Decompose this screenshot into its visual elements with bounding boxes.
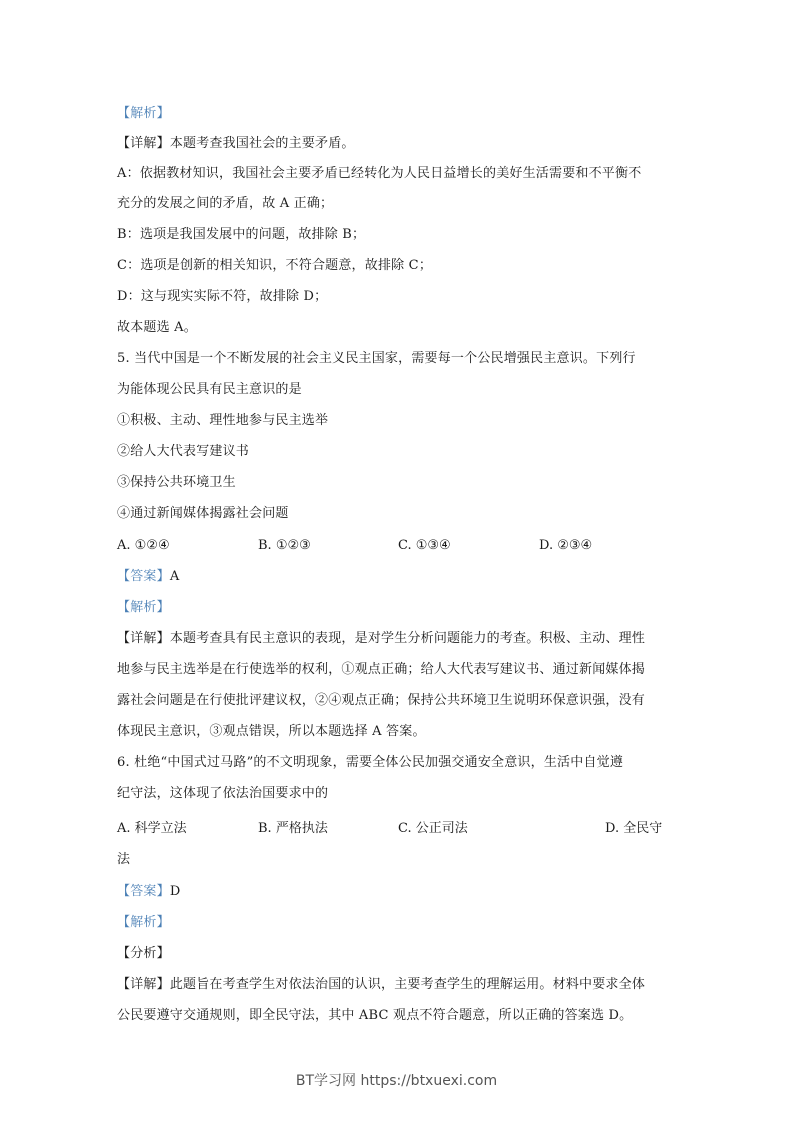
- q5-detail-line-4: 体现民主意识，③观点错误，所以本题选择 A 答案。: [117, 724, 426, 739]
- q6-analysis-label: 【解析】: [117, 915, 170, 930]
- q6-option-d: D. 全民守: [605, 821, 663, 836]
- q6-option-a: A. 科学立法: [117, 821, 187, 836]
- q4-detail: [117, 136, 355, 152]
- q6-answer-value: D: [169, 884, 181, 899]
- q4-detail-tag: 【详解】: [117, 136, 170, 151]
- q6-detail-text-1: 此题旨在考查学生对依法治国的认识，主要考查学生的理解运用。材料中要求全体: [169, 977, 646, 992]
- q6-detail-tag: 【详解】: [117, 977, 170, 992]
- q5-stem-line-2: 为能体现公民具有民主意识的是: [117, 382, 302, 397]
- q5-detail-line-1: [117, 631, 645, 647]
- q4-line-c: C：选项是创新的相关知识，不符合题意，故排除 C；: [117, 258, 433, 273]
- q6-option-overflow: 法: [117, 852, 131, 867]
- q5-statement-2: ②给人大代表写建议书: [117, 444, 250, 459]
- q6-answer-tag: 【答案】: [117, 884, 170, 899]
- q5-detail-text-1: 本题考查具有民主意识的表现，是对学生分析问题能力的考查。积极、主动、理性: [169, 631, 646, 646]
- q6-detail-line-2: 公民要遵守交通规则，即全民守法，其中 ABC 观点不符合题意，所以正确的答案选 D。: [117, 1008, 633, 1023]
- q6-option-c: C. 公正司法: [398, 821, 468, 836]
- q4-line-d: D：这与现实实际不符，故排除 D；: [117, 289, 328, 304]
- q5-option-d: D. ②③④: [539, 538, 593, 553]
- q5-option-c: C. ①③④: [398, 538, 451, 553]
- q4-line-a1: A：依据教材知识，我国社会主要矛盾已经转化为人民日益增长的美好生活需要和不平衡不: [117, 166, 642, 181]
- q5-statement-3: ③保持公共环境卫生: [117, 475, 236, 490]
- q5-detail-tag: 【详解】: [117, 631, 170, 646]
- q5-statement-4: ④通过新闻媒体揭露社会问题: [117, 506, 289, 521]
- q6-detail-line-1: [117, 977, 645, 993]
- q4-analysis-label: 【解析】: [117, 106, 170, 121]
- q6-stem-line-1: 6. 杜绝“中国式过马路”的不文明现象，需要全体公民加强交通安全意识，生活中自觉遵: [117, 755, 624, 770]
- q5-option-b: B. ①②③: [258, 538, 311, 553]
- q5-option-a: A. ①②④: [117, 538, 170, 553]
- q6-stem-line-2: 纪守法，这体现了依法治国要求中的: [117, 786, 329, 801]
- footer-watermark: BT学习网 https://btxuexi.com: [295, 1073, 498, 1089]
- q6-fenxi-label: 【分析】: [117, 946, 170, 961]
- q4-detail-text: 本题考查我国社会的主要矛盾。: [169, 136, 355, 151]
- q6-answer: [117, 884, 180, 900]
- q5-answer: [117, 569, 179, 585]
- q5-detail-line-3: 露社会问题是在行使批评建议权，②④观点正确；保持公共环境卫生说明环保意识强，没有: [117, 693, 646, 708]
- q4-line-a2: 充分的发展之间的矛盾，故 A 正确；: [117, 196, 334, 211]
- q4-line-b: B：选项是我国发展中的问题，故排除 B；: [117, 227, 366, 242]
- q4-conclusion: 故本题选 A。: [117, 320, 197, 335]
- q5-detail-line-2: 地参与民主选举是在行使选举的权利，①观点正确；给人大代表写建议书、通过新闻媒体揭: [117, 662, 646, 677]
- q5-statement-1: ①积极、主动、理性地参与民主选举: [117, 413, 329, 428]
- q5-stem-line-1: 5. 当代中国是一个不断发展的社会主义民主国家，需要每一个公民增强民主意识。下列行: [117, 351, 636, 366]
- q5-answer-value: A: [169, 569, 180, 584]
- q6-option-b: B. 严格执法: [258, 821, 328, 836]
- q5-analysis-label: 【解析】: [117, 600, 170, 615]
- q5-answer-tag: 【答案】: [117, 569, 170, 584]
